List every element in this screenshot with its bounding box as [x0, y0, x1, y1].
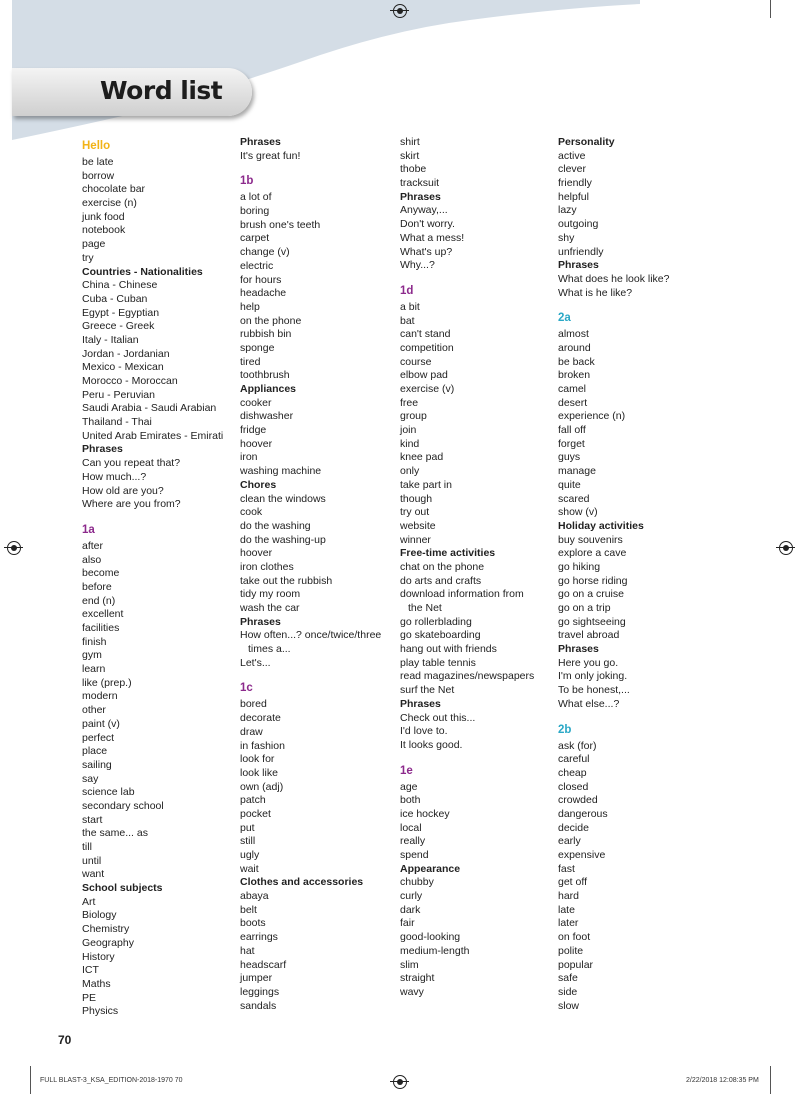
category-heading: Free-time activities — [400, 547, 496, 560]
category-heading: Clothes and accessories — [240, 876, 364, 889]
word-entry: I'm only joking. — [558, 670, 628, 683]
word-entry: read magazines/newspapers — [400, 670, 535, 683]
category-heading: Phrases — [558, 643, 599, 656]
word-column-2 — [240, 136, 400, 1013]
word-entry: rubbish bin — [240, 328, 292, 341]
word-entry: friendly — [558, 177, 592, 190]
word-entry: for hours — [240, 273, 282, 286]
word-entry: want — [82, 868, 105, 881]
word-entry: science lab — [82, 786, 135, 799]
word-entry: become — [82, 567, 120, 580]
category-heading: Phrases — [558, 259, 599, 272]
word-entry: bored — [240, 698, 267, 711]
word-entry: dangerous — [558, 807, 608, 820]
word-entry: a lot of — [240, 191, 272, 204]
word-entry: lazy — [558, 204, 577, 217]
word-entry: competition — [400, 341, 454, 354]
word-entry: side — [558, 985, 578, 998]
word-entry: look for — [240, 753, 275, 766]
word-entry: change (v) — [240, 246, 290, 259]
category-heading: Phrases — [400, 190, 441, 203]
crop-mark — [30, 1066, 31, 1094]
category-heading: Phrases — [400, 697, 441, 710]
registration-mark-icon — [393, 1075, 407, 1089]
word-entry: Egypt - Egyptian — [82, 306, 160, 319]
word-entry: dishwasher — [240, 410, 294, 423]
word-entry: decide — [558, 821, 589, 834]
word-entry: ICT — [82, 964, 99, 977]
word-entry: United Arab Emirates - Emirati — [82, 429, 224, 442]
word-entry: like (prep.) — [82, 676, 132, 689]
footer-file-label: FULL BLAST-3_KSA_EDITION-2018-1970 70 — [40, 1077, 183, 1084]
word-entry: PE — [82, 991, 97, 1004]
category-heading: School subjects — [82, 882, 163, 895]
word-entry: fridge — [240, 424, 267, 437]
word-entry: boots — [240, 917, 266, 930]
word-entry: only — [400, 465, 420, 478]
word-entry: in fashion — [240, 739, 285, 752]
word-entry: Can you repeat that? — [82, 457, 181, 470]
word-entry: on the phone — [240, 314, 302, 327]
word-entry: Maths — [82, 977, 111, 990]
word-entry: Cuba - Cuban — [82, 292, 148, 305]
word-entry: Peru - Peruvian — [82, 388, 155, 401]
word-entry: washing machine — [240, 465, 322, 478]
word-entry: finish — [82, 635, 107, 648]
word-entry: till — [82, 841, 92, 853]
word-entry: Don't worry. — [400, 218, 455, 231]
word-entry: try out — [400, 506, 430, 519]
category-heading: Phrases — [240, 136, 281, 148]
word-entry: local — [400, 821, 422, 834]
word-entry: show (v) — [558, 506, 598, 519]
word-entry: Check out this... — [400, 711, 476, 724]
word-entry: a bit — [400, 300, 420, 313]
word-entry: desert — [558, 396, 588, 409]
word-entry: be back — [558, 355, 595, 368]
word-entry: Here you go. — [558, 656, 619, 669]
word-entry: play table tennis — [400, 656, 476, 669]
word-entry: take out the rubbish — [240, 574, 333, 587]
word-entry: do the washing — [240, 519, 311, 532]
category-heading: Phrases — [82, 443, 123, 456]
word-entry: slim — [400, 958, 419, 971]
word-entry: still — [240, 835, 256, 848]
word-entry: modern — [82, 690, 118, 703]
word-entry: unfriendly — [558, 245, 604, 258]
word-entry: closed — [558, 780, 589, 793]
word-entry: Greece - Greek — [82, 320, 155, 333]
word-column-1 — [82, 136, 242, 1019]
word-entry: place — [82, 745, 108, 758]
word-entry: go sightseeing — [558, 615, 626, 628]
word-entry: Biology — [82, 909, 117, 922]
word-entry: early — [558, 835, 581, 848]
word-entry: To be honest,... — [558, 684, 630, 697]
word-entry: History — [82, 950, 115, 963]
word-entry: go on a trip — [558, 602, 611, 614]
word-entry: fair — [400, 917, 415, 930]
word-entry: say — [82, 772, 99, 785]
word-entry: sponge — [240, 341, 275, 354]
word-entry: be late — [82, 156, 114, 168]
word-entry: Physics — [82, 1005, 119, 1018]
word-entry: put — [240, 821, 255, 834]
word-entry: pocket — [240, 807, 271, 820]
word-entry: hoover — [240, 547, 273, 560]
word-entry: Morocco - Moroccan — [82, 375, 178, 387]
word-column-4 — [558, 136, 718, 1013]
word-entry: Art — [82, 895, 96, 908]
category-heading: Personality — [558, 136, 615, 148]
word-entry: helpful — [558, 190, 589, 203]
section-heading: 2b — [558, 723, 572, 736]
word-entry: notebook — [82, 224, 126, 237]
word-entry: good-looking — [400, 931, 461, 944]
word-entry: What a mess! — [400, 231, 465, 244]
word-entry: draw — [240, 725, 263, 738]
category-heading: Holiday activities — [558, 519, 644, 532]
word-entry: Jordan - Jordanian — [82, 347, 170, 360]
word-entry: carpet — [240, 232, 270, 245]
word-entry: ice hockey — [400, 807, 450, 820]
word-entry: fall off — [558, 424, 586, 437]
category-heading: Appearance — [400, 862, 461, 875]
word-entry: Why...? — [400, 259, 435, 272]
word-entry: careful — [558, 753, 590, 766]
word-entry: Where are you from? — [82, 498, 181, 511]
word-entry: later — [558, 917, 579, 930]
word-entry: What does he look like? — [558, 272, 670, 285]
word-entry: chocolate bar — [82, 183, 146, 196]
word-entry: clean the windows — [240, 492, 326, 505]
word-entry: hat — [240, 944, 255, 957]
word-entry: forget — [558, 437, 585, 450]
word-entry: What else...? — [558, 697, 620, 710]
word-entry: junk food — [82, 210, 125, 223]
word-entry: go rollerblading — [400, 615, 472, 628]
word-entry: Mexico - Mexican — [82, 361, 164, 374]
section-heading: 1d — [400, 284, 414, 297]
word-entry: take part in — [400, 478, 452, 491]
word-entry: expensive — [558, 849, 606, 861]
word-entry: tired — [240, 355, 261, 368]
word-entry: spend — [400, 849, 429, 861]
word-entry: the same... as — [82, 827, 148, 840]
section-heading: Hello — [82, 140, 111, 152]
word-entry: borrow — [82, 169, 115, 182]
word-entry: wait — [240, 862, 259, 875]
word-entry: get off — [558, 876, 587, 889]
word-entry: until — [82, 854, 102, 867]
word-entry: secondary school — [82, 799, 164, 812]
word-entry: medium-length — [400, 944, 470, 957]
word-entry: What's up? — [400, 245, 453, 258]
word-entry: course — [400, 355, 432, 368]
word-entry: really — [400, 835, 426, 848]
section-heading: 2a — [558, 312, 571, 325]
word-entry: curly — [400, 890, 423, 903]
section-heading: 1a — [82, 523, 95, 536]
word-entry: go hiking — [558, 560, 601, 573]
word-entry: explore a cave — [558, 547, 627, 560]
word-entry: help — [240, 300, 260, 313]
word-entry: How much...? — [82, 470, 147, 483]
word-entry: excellent — [82, 608, 124, 621]
word-entry: broken — [558, 369, 591, 382]
word-entry: bat — [400, 314, 415, 327]
word-entry: ugly — [240, 849, 260, 861]
category-heading: Appliances — [240, 383, 297, 395]
registration-mark-icon — [7, 541, 21, 555]
word-entry: tracksuit — [400, 177, 440, 190]
word-entry: travel abroad — [558, 629, 620, 642]
word-entry: fast — [558, 862, 575, 875]
word-entry: both — [400, 794, 421, 807]
word-entry: on foot — [558, 931, 591, 944]
page-number: 70 — [58, 1033, 72, 1047]
category-heading: Phrases — [240, 615, 281, 628]
word-entry: try — [82, 251, 94, 264]
word-entry: chubby — [400, 876, 434, 889]
word-entry: dark — [400, 903, 421, 916]
word-entry: sandals — [240, 999, 277, 1012]
word-entry: paint (v) — [82, 717, 120, 730]
word-entry: straight — [400, 972, 435, 985]
word-entry: exercise (n) — [82, 197, 137, 210]
word-entry: facilities — [82, 622, 120, 634]
word-entry: other — [82, 704, 106, 717]
word-entry: cooker — [240, 396, 272, 409]
word-entry: Geography — [82, 936, 134, 949]
word-entry: outgoing — [558, 218, 599, 231]
word-entry: group — [400, 410, 427, 423]
word-entry: decorate — [240, 712, 281, 725]
word-entry: camel — [558, 383, 587, 395]
word-entry: hoover — [240, 437, 273, 450]
word-entry: can't stand — [400, 328, 451, 341]
word-entry: It's great fun! — [240, 149, 301, 162]
word-entry: How old are you? — [82, 484, 164, 497]
word-entry: hang out with friends — [400, 643, 497, 656]
word-entry: elbow pad — [400, 369, 448, 382]
word-entry: go on a cruise — [558, 588, 624, 601]
word-entry: abaya — [240, 890, 269, 903]
word-entry: manage — [558, 465, 596, 478]
word-entry: slow — [558, 999, 580, 1012]
category-heading: Countries - Nationalities — [82, 265, 203, 278]
page-title: Word list — [100, 76, 223, 105]
word-entry: crowded — [558, 794, 598, 807]
word-entry: end (n) — [82, 594, 116, 607]
word-entry: headache — [240, 287, 287, 300]
word-entry: wavy — [400, 985, 424, 998]
word-entry: headscarf — [240, 958, 287, 971]
word-entry: do the washing-up — [240, 533, 326, 546]
word-entry: do arts and crafts — [400, 574, 482, 587]
word-entry: website — [400, 519, 436, 532]
word-entry: perfect — [82, 731, 115, 744]
word-entry: sailing — [82, 758, 112, 771]
word-entry: iron — [240, 451, 258, 464]
section-heading: 1c — [240, 682, 253, 695]
word-entry: wash the car — [240, 602, 300, 614]
word-entry: download information from — [400, 588, 524, 601]
word-entry: quite — [558, 478, 581, 491]
word-entry: Let's... — [240, 656, 271, 669]
word-entry: thobe — [400, 163, 427, 176]
word-entry: free — [400, 396, 419, 409]
word-entry: skirt — [400, 149, 420, 162]
word-entry: boring — [240, 205, 270, 218]
word-entry: start — [82, 813, 103, 826]
word-entry: Chemistry — [82, 923, 130, 936]
word-entry: tidy my room — [240, 588, 301, 601]
word-entry: learn — [82, 663, 106, 676]
word-entry: before — [82, 580, 112, 593]
word-entry: shy — [558, 231, 575, 244]
word-entry: hard — [558, 890, 580, 903]
word-entry: earrings — [240, 931, 278, 944]
word-entry: age — [400, 780, 418, 793]
word-entry: page — [82, 238, 106, 251]
word-entry: surf the Net — [400, 684, 455, 697]
word-entry: China - Chinese — [82, 279, 158, 292]
category-heading: Chores — [240, 478, 277, 491]
word-entry: though — [400, 492, 433, 505]
word-entry: exercise (v) — [400, 383, 455, 395]
crop-mark — [770, 1066, 771, 1094]
word-entry: knee pad — [400, 451, 444, 464]
word-entry: clever — [558, 163, 587, 176]
word-entry: buy souvenirs — [558, 533, 623, 546]
word-entry: join — [400, 424, 417, 437]
word-entry: own (adj) — [240, 780, 284, 793]
word-entry: leggings — [240, 985, 280, 998]
word-entry: chat on the phone — [400, 560, 485, 573]
word-entry: times a... — [248, 643, 291, 656]
word-entry: look like — [240, 766, 278, 779]
word-entry: electric — [240, 259, 274, 272]
word-entry: belt — [240, 903, 257, 916]
word-entry: Italy - Italian — [82, 333, 139, 346]
word-entry: active — [558, 149, 586, 162]
word-entry: experience (n) — [558, 410, 626, 423]
word-entry: I'd love to. — [400, 725, 448, 738]
section-heading: 1e — [400, 764, 413, 777]
word-entry: iron clothes — [240, 560, 294, 573]
word-entry: Thailand - Thai — [82, 416, 152, 429]
word-entry: patch — [240, 794, 266, 807]
word-column-3 — [400, 136, 560, 1000]
section-heading: 1b — [240, 175, 254, 188]
word-entry: also — [82, 553, 102, 566]
word-entry: guys — [558, 451, 581, 464]
word-entry: popular — [558, 958, 594, 971]
word-entry: polite — [558, 944, 584, 957]
word-entry: kind — [400, 437, 420, 450]
word-entry: toothbrush — [240, 369, 290, 382]
word-entry: scared — [558, 492, 590, 505]
word-entry: cheap — [558, 766, 587, 779]
word-entry: shirt — [400, 136, 420, 148]
word-entry: gym — [82, 649, 102, 662]
word-entry: It looks good. — [400, 738, 463, 751]
word-entry: go horse riding — [558, 574, 628, 587]
word-entry: after — [82, 539, 104, 552]
word-entry: How often...? once/twice/three — [240, 629, 382, 642]
word-entry: winner — [400, 533, 431, 546]
word-entry: late — [558, 903, 575, 916]
word-entry: jumper — [240, 972, 273, 985]
word-entry: What is he like? — [558, 286, 633, 299]
word-entry: almost — [558, 328, 589, 341]
word-entry: go skateboarding — [400, 629, 481, 642]
word-entry: brush one's teeth — [240, 218, 321, 231]
word-entry: around — [558, 341, 591, 354]
registration-mark-icon — [779, 541, 793, 555]
word-entry: ask (for) — [558, 739, 597, 752]
registration-mark-icon — [393, 4, 407, 18]
word-entry: Anyway,... — [400, 204, 448, 217]
word-entry: safe — [558, 972, 578, 985]
footer-timestamp: 2/22/2018 12:08:35 PM — [686, 1077, 759, 1084]
word-entry: Saudi Arabia - Saudi Arabian — [82, 402, 217, 415]
word-entry: cook — [240, 506, 263, 519]
word-entry: the Net — [408, 602, 442, 614]
